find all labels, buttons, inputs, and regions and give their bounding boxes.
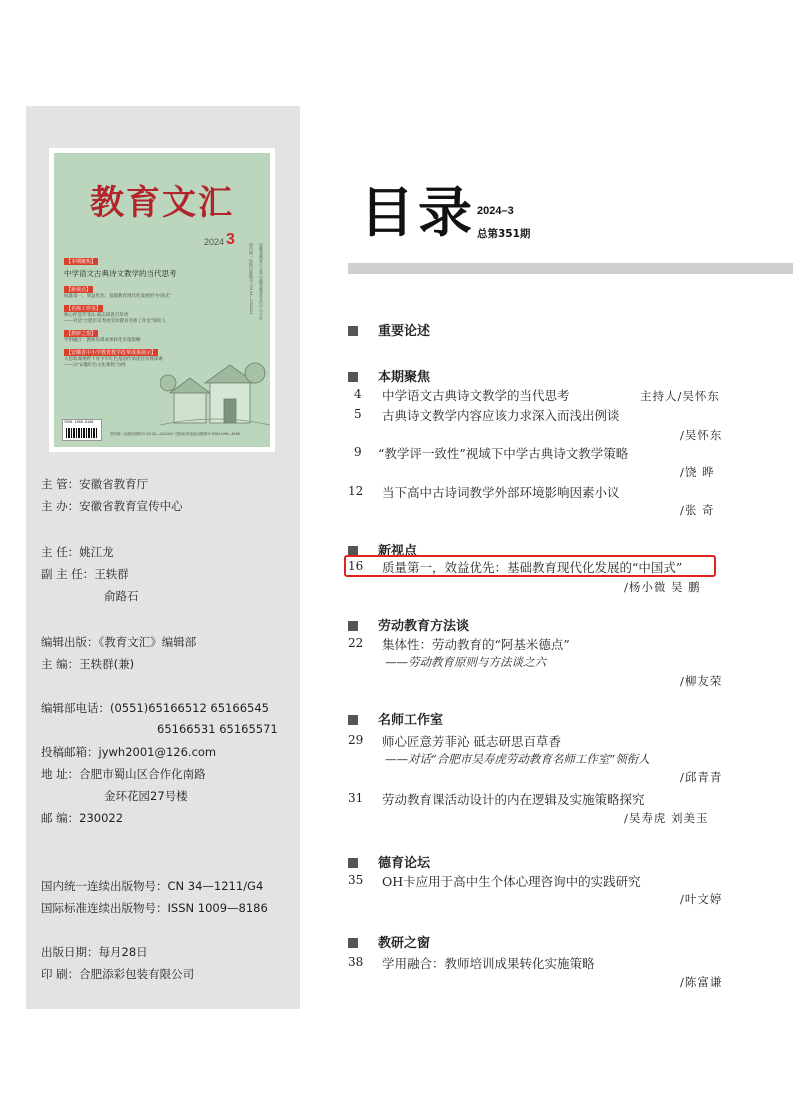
cover-year: 2024 bbox=[204, 237, 225, 247]
masthead-address-2: 金环花园27号楼 bbox=[104, 789, 188, 803]
article-title[interactable]: 中学语文古典诗文教学的当代思考 bbox=[382, 388, 570, 403]
page-number: 5 bbox=[354, 407, 362, 421]
section-heading: 重要论述 bbox=[348, 320, 430, 339]
masthead-printer: 印 刷：合肥添彩包装有限公司 bbox=[41, 967, 195, 981]
masthead-cn: 国内统一连续出版物号：CN 34—1211/G4 bbox=[41, 879, 264, 893]
square-bullet-icon bbox=[348, 372, 358, 382]
section-heading: 德育论坛 bbox=[348, 852, 430, 871]
section-heading: 劳动教育方法谈 bbox=[348, 615, 469, 634]
barcode-bars bbox=[66, 428, 98, 438]
total-issue: 总第351期 bbox=[477, 228, 531, 240]
square-bullet-icon bbox=[348, 715, 358, 725]
article-title[interactable]: “教学评一致性”视域下中学古典诗文教学策略 bbox=[378, 446, 629, 461]
cover-tag-studio: 【名师工作室】 bbox=[66, 306, 102, 312]
cover-spine-text-2: 国内统一连续出版物号 CN 34—1211/G4 bbox=[249, 243, 254, 315]
page-title: 目录 bbox=[360, 181, 476, 244]
article-subtitle: ——对话“合肥市吴寿虎劳动教育名师工作室”领衔人 bbox=[385, 752, 650, 766]
issue-number: 2024–3 bbox=[477, 205, 514, 217]
page-number: 38 bbox=[348, 955, 364, 969]
masthead-deputy: 副 主 任：王轶群 bbox=[41, 567, 129, 581]
square-bullet-icon bbox=[348, 858, 358, 868]
masthead-address: 地 址：合肥市蜀山区合作化南路 bbox=[41, 767, 206, 781]
page-number: 31 bbox=[348, 791, 364, 805]
cover-tag-feature: 【本期聚焦】 bbox=[66, 259, 97, 265]
cover-tag-province: 【安徽省中小学教育教学改革成果展示】 bbox=[66, 350, 157, 356]
page-number: 12 bbox=[348, 484, 364, 498]
masthead-publisher: 编辑出版：《教育文汇》编辑部 bbox=[41, 635, 197, 649]
article-author: /叶文婷 bbox=[680, 892, 723, 906]
article-title[interactable]: 学用融合：教师培训成果转化实施策略 bbox=[382, 956, 595, 971]
article-author: /张 奇 bbox=[680, 503, 715, 517]
cover-architecture-illustration bbox=[160, 353, 270, 433]
page-number: 35 bbox=[348, 873, 364, 887]
cover-tag-research: 【教研之窗】 bbox=[66, 331, 97, 337]
article-title[interactable]: 当下高中古诗词教学外部环境影响因素小议 bbox=[382, 485, 620, 500]
cover-newview: 质量第一，效益优先：基础教育现代化发展的“中国式” bbox=[64, 293, 171, 298]
article-title[interactable]: 古典诗文教学内容应该力求深入而浅出例谈 bbox=[382, 408, 620, 423]
cover-tag-newview: 【新视点】 bbox=[66, 287, 92, 293]
cover-issue-number: 3 bbox=[226, 231, 235, 248]
square-bullet-icon bbox=[348, 326, 358, 336]
section-heading: 教研之窗 bbox=[348, 932, 430, 951]
article-title[interactable]: 师心匠意芳菲沁 砥志研思百草香 bbox=[382, 734, 561, 749]
cover-title: 教育文汇 bbox=[90, 183, 234, 223]
square-bullet-icon bbox=[348, 938, 358, 948]
masthead-issn: 国际标准连续出版物号：ISSN 1009—8186 bbox=[41, 901, 268, 915]
page-number: 4 bbox=[354, 387, 362, 401]
masthead-director: 主 任：姚江龙 bbox=[41, 545, 114, 559]
article-title[interactable]: 集体性：劳动教育的“阿基米德点” bbox=[382, 637, 570, 652]
cover-spine-text: 安徽省教育厅主管 安徽省教育宣传中心主办 bbox=[259, 243, 264, 321]
article-author: /邱青青 bbox=[680, 770, 723, 784]
article-title[interactable]: 质量第一，效益优先：基础教育现代化发展的“中国式” bbox=[382, 560, 683, 575]
article-author: /饶 晔 bbox=[680, 465, 715, 479]
section-heading: 新视点 bbox=[348, 540, 417, 559]
cover-studio: 师心匠意芳菲沁 砥志研思百草香 bbox=[64, 312, 129, 317]
cover-studio-sub: ——对话“合肥市吴寿虎劳动教育名师工作室”领衔人 bbox=[64, 318, 166, 323]
masthead-phone-2: 65166531 65165571 bbox=[157, 722, 278, 736]
article-author: /吴寿虎 刘美玉 bbox=[624, 811, 709, 825]
page-number: 16 bbox=[348, 559, 364, 573]
article-title[interactable]: 劳动教育课活动设计的内在逻辑及实施策略探究 bbox=[382, 792, 645, 807]
page-number: 22 bbox=[348, 636, 364, 650]
article-title[interactable]: OH卡应用于高中生个体心理咨询中的实践研究 bbox=[382, 874, 641, 889]
masthead-editor: 主 编：王轶群(兼) bbox=[41, 657, 135, 671]
article-author: /柳友荣 bbox=[680, 674, 723, 688]
cover-artwork bbox=[54, 153, 270, 447]
masthead-phone: 编辑部电话：(0551)65166512 65166545 bbox=[41, 701, 269, 715]
section-heading: 本期聚焦 bbox=[348, 366, 430, 385]
page-number: 9 bbox=[354, 445, 362, 459]
masthead-postcode: 邮 编：230022 bbox=[41, 811, 124, 825]
page-number: 29 bbox=[348, 733, 364, 747]
masthead-deputy-2: 俞路石 bbox=[104, 589, 139, 603]
cover-research: 学用融合：教师培训成果转化实施策略 bbox=[64, 337, 141, 342]
cover-province-sub: ——以“安徽红色文化课程”为例 bbox=[64, 362, 126, 367]
article-author: /陈富谦 bbox=[680, 975, 723, 989]
article-author: /吴怀东 bbox=[680, 428, 723, 442]
article-subtitle: ——劳动教育原则与方法谈之六 bbox=[385, 655, 546, 669]
masthead-sponsor: 主 办：安徽省教育宣传中心 bbox=[41, 499, 183, 513]
article-author: /杨小微 吴 鹏 bbox=[624, 580, 701, 594]
square-bullet-icon bbox=[348, 621, 358, 631]
masthead-supervisor: 主 管：安徽省教育厅 bbox=[41, 477, 149, 491]
masthead-date: 出版日期：每月28日 bbox=[41, 945, 148, 959]
cover-feature: 中学语文古典诗文教学的当代思考 bbox=[64, 269, 177, 278]
cover-barcode: ISSN 1009-8186 bbox=[62, 419, 102, 441]
cover-province: 大思政课视野下青少年红色基因传承途径实践探索 bbox=[64, 356, 163, 361]
header-divider bbox=[348, 263, 793, 274]
section-heading: 名师工作室 bbox=[348, 709, 443, 728]
masthead-email: 投稿邮箱：jywh2001@126.com bbox=[41, 745, 217, 759]
article-author: 主持人/吴怀东 bbox=[640, 389, 720, 403]
cover-footer-text: 国内统一连续出版物号 CN 34—1211/G4 / 国际标准连续出版物号 ISSN 1009—8186 bbox=[110, 432, 240, 436]
journal-cover bbox=[49, 148, 275, 452]
